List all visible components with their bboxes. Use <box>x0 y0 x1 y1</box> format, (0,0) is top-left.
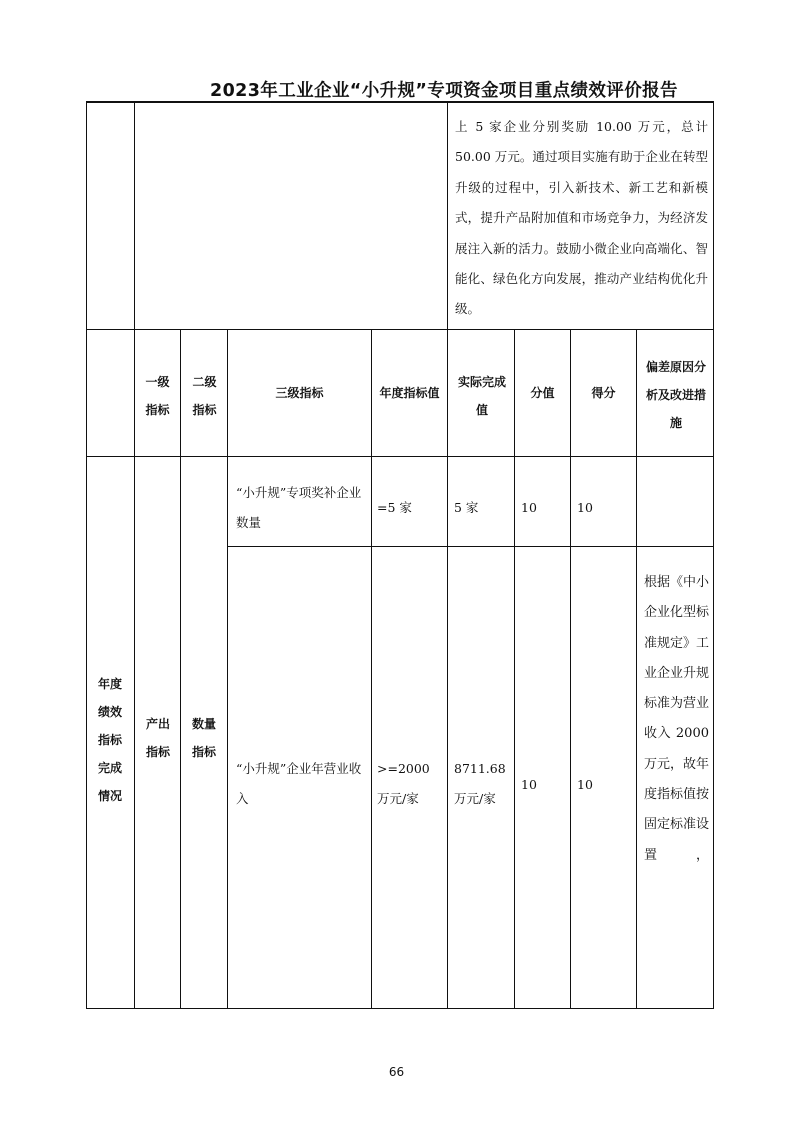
table-divider <box>180 329 181 1009</box>
table-border-bottom <box>86 1008 714 1009</box>
table-row-1-target: =5 家 <box>377 500 412 515</box>
header-level1-indicator: 一级指标 <box>145 375 170 417</box>
header-level3-indicator: 三级指标 <box>275 386 324 400</box>
table-row-2-score-value: 10 <box>521 777 537 792</box>
header-score: 得分 <box>591 386 616 400</box>
table-divider <box>134 101 135 1009</box>
table-row-2-actual: 8711.68 万元/家 <box>454 761 506 806</box>
header-deviation-analysis: 偏差原因分析及改进措施 <box>645 360 706 430</box>
table-border-right <box>713 101 714 1009</box>
section-label: 年度绩效指标完成情况 <box>97 677 122 803</box>
level1-value: 产出指标 <box>145 717 170 759</box>
table-row-2-deviation-note: 根据《中小企业化型标准规定》工业企业升规标准为营业收入 2000 万元，故年度指标值按固定标准设置， <box>644 575 710 863</box>
header-rule <box>86 101 714 103</box>
table-row-divider <box>86 456 714 457</box>
table-border-left <box>86 101 87 1009</box>
level2-value: 数量指标 <box>191 717 216 759</box>
header-level2-indicator: 二级指标 <box>192 375 217 417</box>
header-score-value: 分值 <box>530 386 555 400</box>
table-row-1-actual: 5 家 <box>454 500 479 515</box>
header-annual-target: 年度指标值 <box>379 386 440 400</box>
page-header-title: 2023年工业企业“小升规”专项资金项目重点绩效评价报告 <box>210 81 678 101</box>
table-divider <box>447 101 448 1009</box>
table-row-2-target: >=2000 万元/家 <box>377 761 430 806</box>
header-actual-completion: 实际完成值 <box>457 375 506 417</box>
page-number: 66 <box>388 1065 405 1079</box>
table-row-2-score: 10 <box>577 777 593 792</box>
table-row-1-score-value: 10 <box>521 500 537 515</box>
table-row-1-score: 10 <box>577 500 593 515</box>
table-divider <box>636 329 637 1009</box>
table-row-2-indicator: “小升规”企业年营业收入 <box>236 761 362 806</box>
table-row-divider <box>227 546 714 547</box>
table-row-1-indicator: “小升规”专项奖补企业数量 <box>236 485 362 530</box>
intro-paragraph: 上 5 家企业分别奖励 10.00 万元，总计 50.00 万元。通过项目实施有助于企业在转型升级的过程中，引入新技术、新工艺和新模式，提升产品附加值和市场竞争力，为经济发展注入新的活力。鼓励小微企业向高端化、智能化、绿色化方向发展，推动产业结构优化升级。 <box>455 119 708 317</box>
